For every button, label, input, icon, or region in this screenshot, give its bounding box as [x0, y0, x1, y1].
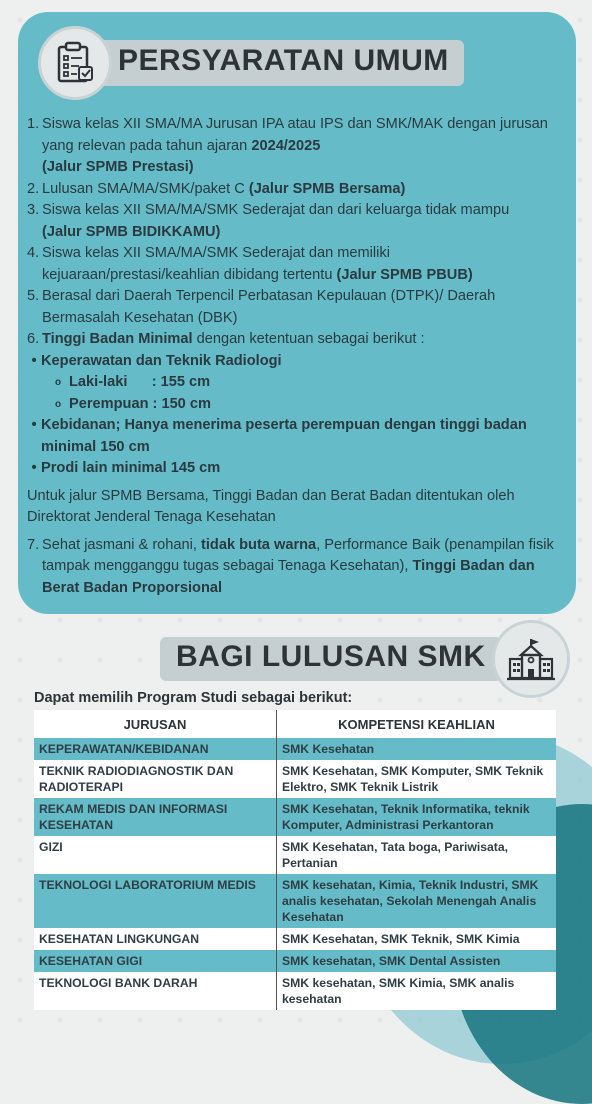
cell-kompetensi: SMK Kesehatan, Tata boga, Pariwisata, Pertanian [277, 836, 557, 874]
table-row [34, 798, 556, 836]
cell-kompetensi: SMK kesehatan, SMK Kimia, SMK analis kesehatan [277, 972, 557, 1010]
requirement-item [27, 329, 567, 351]
item-text-part: Siswa kelas XII SMA/MA/SMK Sederajat dan memiliki kejuaraan/prestasi/keahlian dibidang tertentu [42, 245, 390, 283]
item-number: 7. [27, 536, 40, 553]
item-number: 2. [27, 180, 40, 197]
cell-jurusan: KEPERAWATAN/KEBIDANAN [34, 738, 277, 760]
table-row [34, 760, 556, 798]
requirement-item [27, 243, 567, 286]
item-number: 1. [27, 116, 40, 132]
requirement-item [27, 114, 567, 179]
cell-jurusan: GIZI [34, 836, 277, 874]
header-kompetensi: KOMPETENSI KEAHLIAN [277, 710, 557, 738]
item-text-part: Sehat jasmani & rohani, [42, 536, 201, 553]
intro-text: Dapat memilih Program Studi sebagai berikut: [34, 690, 353, 706]
program-table [34, 710, 556, 1010]
cell-jurusan: TEKNOLOGI BANK DARAH [34, 972, 277, 1010]
cell-kompetensi: SMK Kesehatan, SMK Teknik, SMK Kimia [277, 928, 557, 950]
item-text-part: Siswa kelas XII SMA/MA/SMK Sederajat dan dari keluarga tidak mampu [42, 202, 510, 218]
item-text-part: dengan ketentuan sebagai berikut : [192, 331, 425, 347]
section-title: PERSYARATAN UMUM [118, 44, 449, 77]
item-text-part: , Performance Baik (penampilan fisik tampak mengganggu tugas sebagai Tenaga Kesehatan), [42, 536, 554, 574]
cell-kompetensi: SMK kesehatan, Kimia, Teknik Industri, SMK analis kesehatan, Sekolah Menengah Analis Kesehatan [277, 874, 557, 928]
table-row [34, 836, 556, 874]
item-text [42, 243, 567, 286]
item-text [42, 200, 567, 243]
item-text-part: Tinggi Badan Minimal [42, 331, 193, 347]
table-row [34, 950, 556, 972]
item-text-part: (Jalur SPMB BIDIKKAMU) [42, 223, 221, 240]
cell-kompetensi: SMK Kesehatan, SMK Komputer, SMK Teknik Elektro, SMK Teknik Listrik [277, 760, 557, 798]
item-number: 5. [27, 288, 40, 304]
table-row [34, 928, 556, 950]
item-text-part: Lulusan SMA/MA/SMK/paket C [42, 180, 249, 197]
requirements-list [27, 114, 567, 599]
item-number: 4. [27, 245, 40, 261]
cell-jurusan: TEKNIK RADIODIAGNOSTIK DAN RADIOTERAPI [34, 760, 277, 798]
cell-jurusan: KESEHATAN LINGKUNGAN [34, 928, 277, 950]
item-text-part: 2024/2025 [251, 137, 321, 154]
smk-section-title: BAGI LULUSAN SMK [176, 640, 486, 673]
requirement-item [27, 535, 567, 600]
sub-item: o Laki-laki : 155 cm [55, 374, 211, 390]
requirement-item [27, 286, 567, 329]
table-row [34, 738, 556, 760]
item-text [42, 179, 567, 201]
item-text-part: (Jalur SPMB Prestasi) [42, 159, 194, 175]
bullet-item: • Prodi lain minimal 145 cm [31, 460, 221, 476]
item-text [42, 535, 567, 600]
cell-jurusan: TEKNOLOGI LABORATORIUM MEDIS [34, 874, 277, 928]
bullet-item: • Keperawatan dan Teknik Radiologi [31, 352, 282, 369]
item-text [42, 286, 567, 329]
item-text-part: (Jalur SPMB PBUB) [336, 266, 473, 283]
item-text-part: Tinggi Badan dan Berat Badan Proporsional [42, 558, 535, 596]
item-text [42, 114, 567, 179]
school-building-icon [492, 620, 570, 698]
bullet-item: • Kebidanan; Hanya menerima peserta perempuan dengan tinggi badan minimal 150 cm [31, 417, 527, 455]
cell-kompetensi: SMK Kesehatan, Teknik Informatika, teknik Komputer, Administrasi Perkantoran [277, 798, 557, 836]
item-text [42, 329, 567, 351]
requirement-item [27, 179, 567, 201]
requirement-item [27, 200, 567, 243]
sub-item: o Perempuan : 150 cm [55, 395, 211, 412]
table-header-row [34, 710, 556, 738]
item-text-part: tidak buta warna [201, 536, 317, 553]
item-number: 3. [27, 202, 40, 218]
table-row [34, 874, 556, 928]
cell-jurusan: KESEHATAN GIGI [34, 950, 277, 972]
clipboard-checklist-icon [38, 26, 112, 100]
item-number: 6. [27, 331, 40, 347]
header-jurusan: JURUSAN [34, 710, 277, 738]
table-row [34, 972, 556, 1010]
item-text-part: (Jalur SPMB Bersama) [248, 180, 406, 197]
cell-kompetensi: SMK kesehatan, SMK Dental Assisten [277, 950, 557, 972]
item-text-part: Siswa kelas XII SMA/MA Jurusan IPA atau IPS dan SMK/MAK dengan jurusan yang relevan pada tahun ajaran [42, 116, 548, 154]
note-text: Untuk jalur SPMB Bersama, Tinggi Badan dan Berat Badan ditentukan oleh Direktorat Jenderal Tenaga Kesehatan [27, 487, 515, 525]
item-text-part: Berasal dari Daerah Terpencil Perbatasan Kepulauan (DTPK)/ Daerah Bermasalah Kesehatan (DBK) [42, 288, 496, 326]
cell-kompetensi: SMK Kesehatan [277, 738, 557, 760]
cell-jurusan: REKAM MEDIS DAN INFORMASI KESEHATAN [34, 798, 277, 836]
